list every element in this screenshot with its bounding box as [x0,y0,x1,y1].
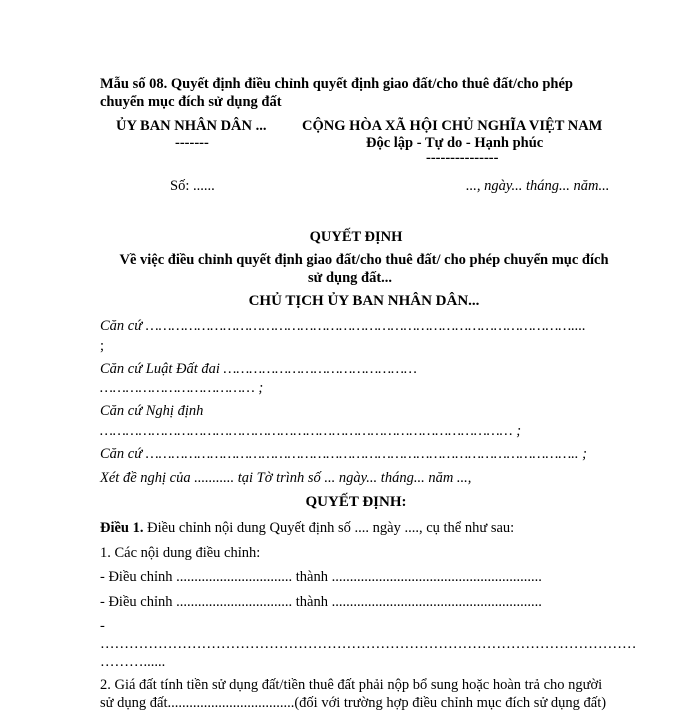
decision-title: QUYẾT ĐỊNH [309,229,403,245]
authority-dashes: ------- [175,135,209,151]
nation-name: CỘNG HÒA XÃ HỘI CHỦ NGHĨA VIỆT NAM [302,118,603,134]
basis-3-cont: …………………………………………………………………………………… ; [100,423,522,439]
article-1-text: Điều chỉnh nội dung Quyết định số .... ngày ...., cụ thể như sau: [143,520,515,536]
basis-1: Căn cứ ……………………………………………………………………………………….... [100,318,586,334]
decides-heading: QUYẾT ĐỊNH: [305,494,407,510]
basis-1-cont: ; [100,338,105,354]
subject-line2: sử dụng đất... [307,270,393,286]
adjustment-2: - Điều chỉnh ................................ thành .......................................................... [100,594,542,610]
basis-4: Căn cứ ……………………………………………………………………………………….. ; [100,446,587,462]
long-dotted-line: ………………………………………………………………………………………………… [100,636,637,652]
form-title-line1: Mẫu số 08. Quyết định điều chỉnh quyết định giao đất/cho thuê đất/cho phép [100,76,573,92]
date-place-line: ..., ngày... tháng... năm... [466,178,610,194]
motto-rule: --------------- [426,150,499,166]
item-2-line1: 2. Giá đất tính tiền sử dụng đất/tiền thuê đất phải nộp bổ sung hoặc hoàn trả cho người [100,677,603,693]
basis-2: Căn cứ Luật Đất đai ……………………………………… [100,361,417,377]
issuer-title: CHỦ TỊCH ỦY BAN NHÂN DÂN... [248,293,480,309]
article-1 [100,520,514,537]
basis-3: Căn cứ Nghị định [100,403,204,419]
authority-name: ỦY BAN NHÂN DÂN ... [116,118,267,134]
article-1-label: Điều 1. [100,520,144,536]
basis-2-cont: ……………………………… ; [100,380,264,396]
form-title-line2: chuyển mục đích sử dụng đất [100,94,282,110]
item-1: 1. Các nội dung điều chỉnh: [100,545,261,561]
short-dotted-line: ………...... [100,654,166,670]
subject-line1: Về việc điều chỉnh quyết định giao đất/cho thuê đất/ cho phép chuyển mục đích [119,252,609,268]
proposal-line: Xét đề nghị của ........... tại Tờ trình số ... ngày... tháng... năm ..., [100,470,472,486]
item-2-line2: sử dụng đất...................................(đối với trường hợp điều chỉnh mục đích sử dụng đất) [100,695,607,711]
national-motto: Độc lập - Tự do - Hạnh phúc [366,135,544,151]
adjustment-1: - Điều chỉnh ................................ thành .......................................................... [100,569,542,585]
dash-line: - [100,618,105,634]
document-number: Số: ...... [170,178,215,194]
